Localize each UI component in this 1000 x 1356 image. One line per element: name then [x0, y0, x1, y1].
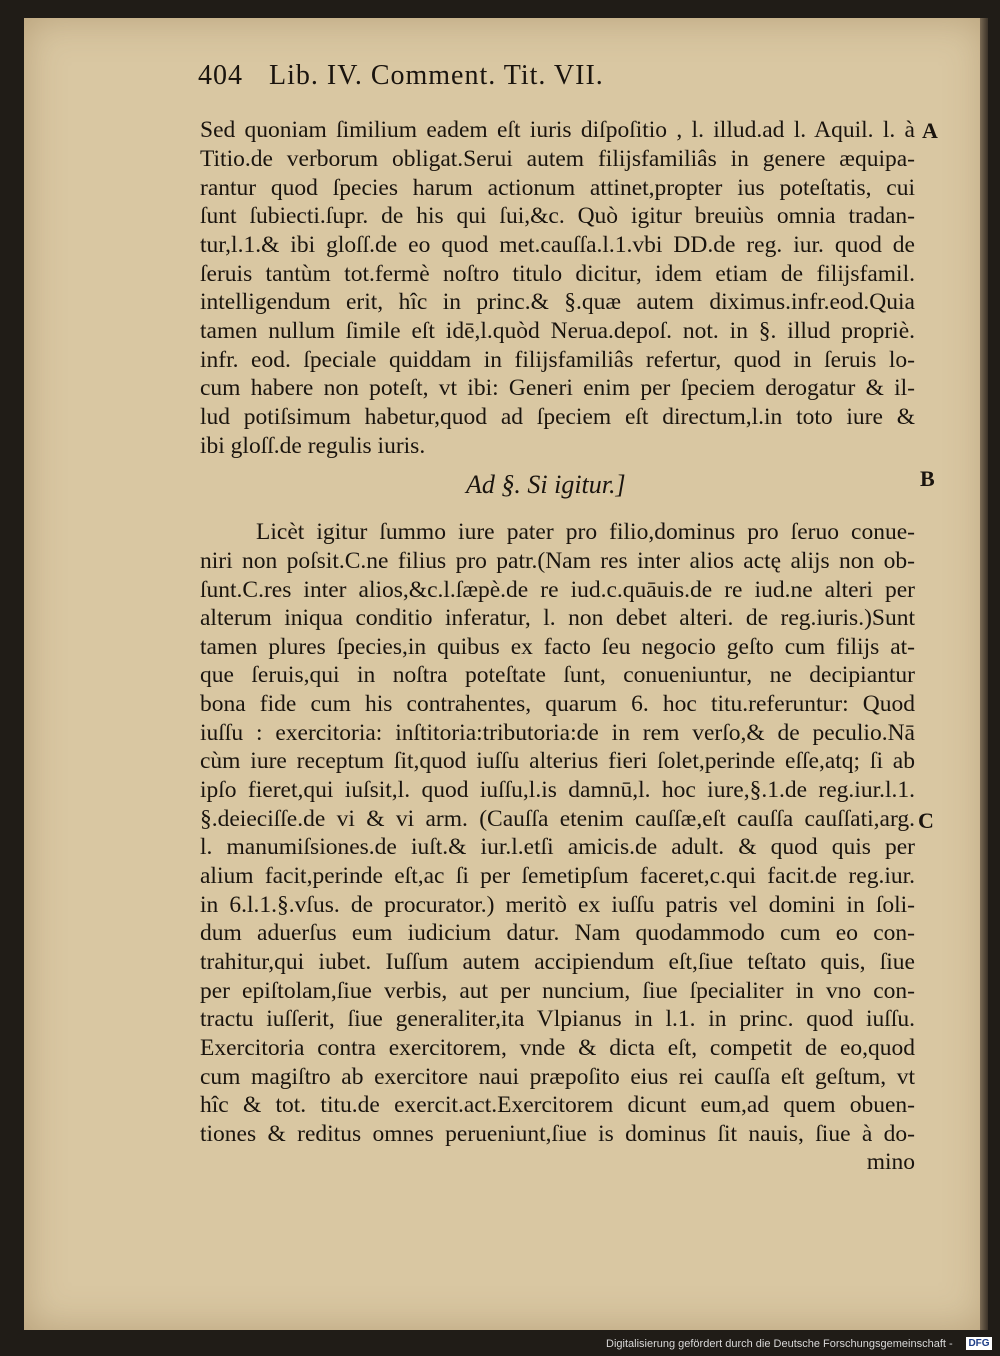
catchword: mino [866, 1149, 915, 1175]
text-line: per epiſtolam,ſiue verbis, aut per nuncium, ſiue ſpecialiter in vno con- [200, 978, 915, 1004]
text-line: tractu iuſſerit, ſiue generaliter,ita Vlpianus in l.1. in princ. quod iuſſu. [200, 1006, 915, 1032]
text-line: Sed quoniam ſimilium eadem eſt iuris diſpoſitio , l. illud.ad l. Aquil. l. à [200, 117, 915, 143]
page-edge [980, 18, 988, 1330]
margin-letter-b: B [920, 466, 935, 491]
text-line: tamen plures ſpecies,in quibus ex facto ſeu negocio geſto cum filijs at- [200, 634, 915, 660]
text-line: alterum iniqua conditio inferatur, l. non debet alteri. de reg.iuris.)Sunt [200, 605, 915, 631]
text-line: iuſſu : exercitoria: inſtitoria:tributoria:de in rem verſo,& de peculio.Nā [200, 720, 915, 746]
text-line: Licèt igitur ſummo iure pater pro filio,dominus pro ſeruo conue- [256, 519, 915, 545]
text-line: infr. eod. ſpeciale quiddam in filijsfamiliâs refertur, quod in ſeruis lo- [200, 347, 915, 373]
text-line: in 6.l.1.§.vſus. de procurator.) meritò ex iuſſu patris vel domini in ſoli- [200, 892, 915, 918]
text-line: bona fide cum his contrahentes, quarum 6. hoc titu.referuntur: Quod [200, 691, 915, 717]
text-line: ipſo fieret,qui iuſsit,l. quod iuſſu,l.is damnū,l. hoc iure,§.1.de reg.iur.l.1. [200, 777, 915, 803]
running-title: Lib. IV. Comment. Tit. VII. [269, 60, 604, 91]
margin-letter-c: C [918, 808, 934, 833]
text-line: Titio.de verborum obligat.Serui autem filijsfamiliâs in genere æquipa- [200, 146, 915, 172]
text-line: §.deieciſſe.de vi & vi arm. (Cauſſa etenim cauſſæ,eſt cauſſa cauſſati,arg. [200, 806, 915, 832]
text-line: ſeruis tantùm tot.fermè noſtro titulo dicitur, idem etiam de filijsfamil. [200, 261, 915, 287]
page-number: 404 [198, 60, 243, 91]
text-line: trahitur,qui iubet. Iuſſum autem accipiendum eſt,ſiue teſtato quis, ſiue [200, 949, 915, 975]
text-line: ibi gloſſ.de regulis iuris. [200, 433, 426, 459]
text-line: rantur quod ſpecies harum actionum attinet,propter ius poteſtatis, cui [200, 175, 915, 201]
text-line: ſunt ſubiecti.ſupr. de his qui ſui,&c. Quò igitur breuiùs omnia tradan- [200, 203, 915, 229]
text-line: alium facit,perinde eſt,ac ſi per ſemetipſum faceret,c.qui facit.de reg.iur. [200, 863, 915, 889]
digitization-credit: Digitalisierung gefördert durch die Deutsche Forschungsgemeinschaft - [606, 1338, 953, 1350]
text-line: cùm iure receptum ſit,quod iuſſu alterius fieri ſolet,perinde eſſe,atq; ſi ab [200, 748, 915, 774]
text-line: l. manumiſsiones.de iuſt.& iur.l.etſi amicis.de adult. & quod quis per [200, 834, 915, 860]
text-line: lud potiſsimum habetur,quod ad ſpeciem eſt directum,l.in toto iure & [200, 404, 915, 430]
text-line: tur,l.1.& ibi gloſſ.de eo quod met.cauſſa.l.1.vbi DD.de reg. iur. quod de [200, 232, 915, 258]
text-line: dum aduerſus eum iudicium datur. Nam quodammodo cum eo con- [200, 920, 915, 946]
text-line: cum magiſtro ab exercitore naui præpoſito eius rei cauſſa eſt geſtum, vt [200, 1064, 915, 1090]
text-line: niri non poſsit.C.ne filius pro patr.(Nam res inter alios actę alijs non ob- [200, 548, 915, 574]
text-line: hîc & tot. titu.de exercit.act.Exercitorem dicunt eum,ad quem obuen- [200, 1092, 915, 1118]
running-header [198, 60, 604, 92]
dfg-logo-icon: DFG [966, 1337, 992, 1350]
text-line: ſunt.C.res inter alios,&c.l.ſæpè.de re iud.c.quāuis.de re iud.ne alteri per [200, 577, 915, 603]
section-heading: Ad §. Si igitur.] [466, 470, 626, 499]
text-line: tiones & reditus omnes perueniunt,ſiue is dominus ſit nauis, ſiue à do- [200, 1121, 915, 1147]
text-line: Exercitoria contra exercitorem, vnde & dicta eſt, competit de eo,quod [200, 1035, 915, 1061]
text-line: tamen nullum ſimile eſt idē,l.quòd Nerua.depoſ. not. in §. illud propriè. [200, 318, 915, 344]
text-line: cum habere non poteſt, vt ibi: Generi enim per ſpeciem derogatur & il- [200, 375, 915, 401]
text-line: que ſeruis,qui in noſtra poteſtate ſunt, conueniuntur, ne decipiantur [200, 662, 915, 688]
text-line: intelligendum erit, hîc in princ.& §.quæ autem diximus.infr.eod.Quia [200, 289, 915, 315]
margin-letter-a: A [922, 118, 938, 143]
